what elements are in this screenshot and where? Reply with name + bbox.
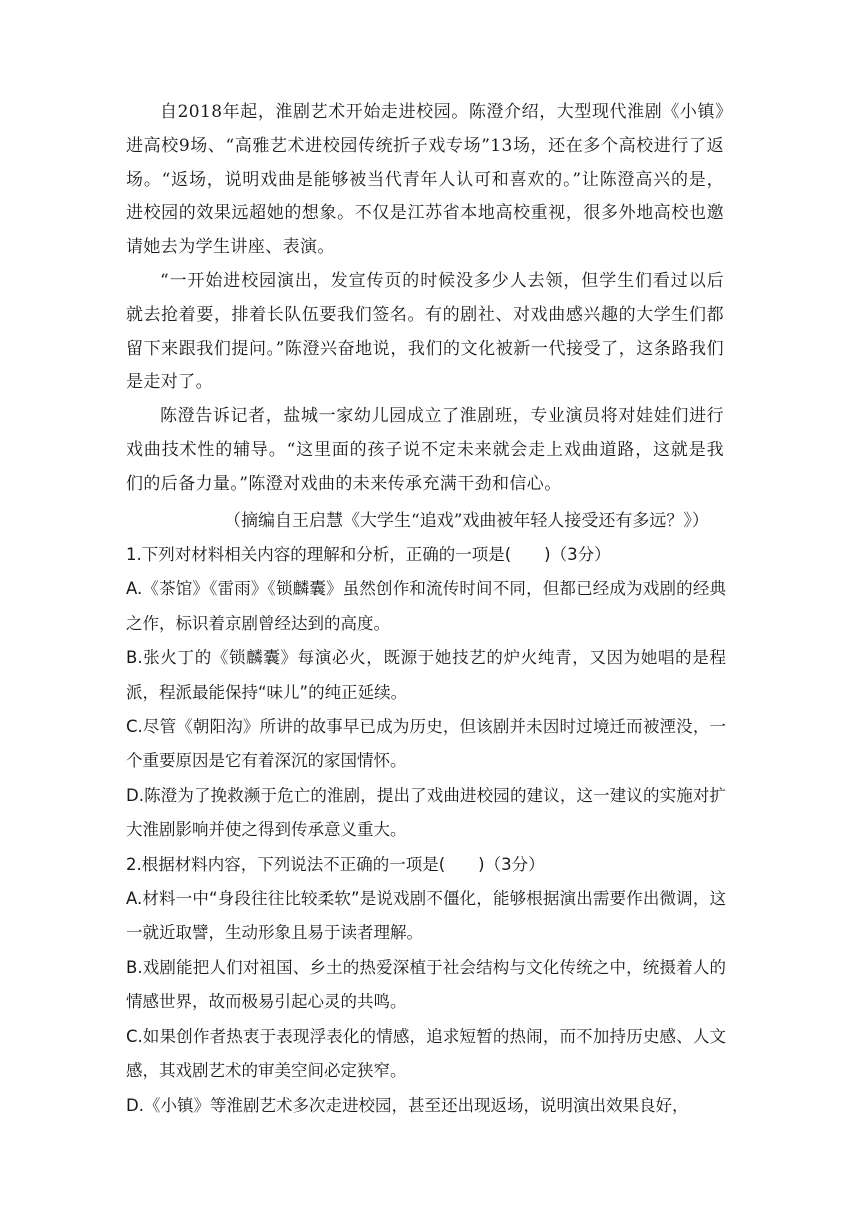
passage-paragraph: “一开始进校园演出，发宣传页的时候没多少人去领，但学生们看过以后就去抢着要，排着长队伍要我们签名。有的剧社、对戏曲感兴趣的大学生们都留下来跟我们提问。”陈澄兴奋地说，我们的文化被新一代接受了，这条路我们是走对了。: [126, 270, 724, 393]
option-a: A.《茶馆》《雷雨》《锁麟囊》虽然创作和流传时间不同，但都已经成为戏剧的经典之作，标识着京剧曾经达到的高度。: [126, 579, 726, 633]
question-list: [126, 538, 726, 1123]
question-2: [126, 848, 726, 1123]
passage-paragraph: 陈澄告诉记者，盐城一家幼儿园成立了淮剧班，专业演员将对娃娃们进行戏曲技术性的辅导。“这里面的孩子说不定未来就会走上戏曲道路，这就是我们的后备力量。”陈澄对戏曲的未来传承充满干劲和信心。: [126, 406, 724, 494]
option-d: D.《小镇》等淮剧艺术多次走进校园，甚至还出现返场，说明演出效果良好，: [126, 1095, 689, 1115]
option-b: B.张火丁的《锁麟囊》每演必火，既源于她技艺的炉火纯青，又因为她唱的是程派，程派最能保持“味儿”的纯正延续。: [126, 648, 726, 702]
option-b: B.戏剧能把人们对祖国、乡土的热爱深植于社会结构与文化传统之中，统摄着人的情感世界，故而极易引起心灵的共鸣。: [126, 957, 726, 1012]
option-c: C.尽管《朝阳沟》所讲的故事早已成为历史，但该剧并未因时过境迁而被湮没，一个重要原因是它有着深沉的家国情怀。: [126, 717, 726, 771]
source-citation: （摘编自王启慧《大学生“追戏”戏曲被年轻人接受还有多远？》）: [224, 511, 709, 531]
reading-passage: [126, 96, 724, 502]
option-d: D.陈澄为了挽救濒于危亡的淮剧，提出了戏曲进校园的建议，这一建议的实施对扩大淮剧影响并使之得到传承意义重大。: [126, 785, 726, 840]
question-stem: 2.根据材料内容，下列说法不正确的一项是( )（3分）: [126, 854, 545, 874]
option-a: A.材料一中“身段往往比较柔软”是说戏剧不僵化，能够根据演出需要作出微调，这一就近取譬，生动形象且易于读者理解。: [126, 889, 726, 943]
option-c: C.如果创作者热衷于表现浮表化的情感，追求短暂的热闹，而不加持历史感、人文感，其戏剧艺术的审美空间必定狭窄。: [126, 1026, 726, 1081]
question-1: [126, 538, 726, 848]
question-stem: 1.下列对材料相关内容的理解和分析，正确的一项是( )（3分）: [126, 545, 611, 564]
passage-paragraph: 自2018年起，淮剧艺术开始走进校园。陈澄介绍，大型现代淮剧《小镇》进高校9场、“高雅艺术进校园传统折子戏专场”13场，还在多个高校进行了返场。“返场，说明戏曲是能够被当代青年人认可和喜欢的。”让陈澄高兴的是，进校园的效果远超她的想象。不仅是江苏省本地高校重视，很多外地高校也邀请她去为学生讲座、表演。: [126, 102, 724, 258]
